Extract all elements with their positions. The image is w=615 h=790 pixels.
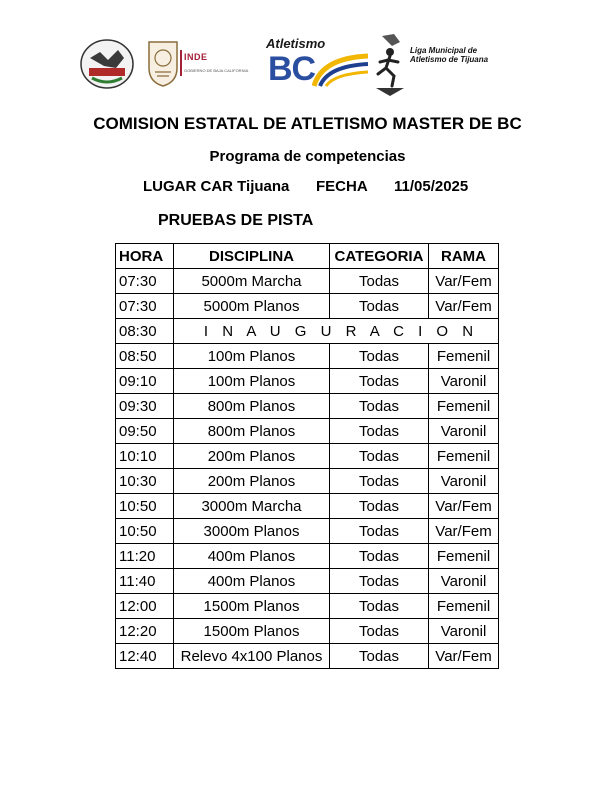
- table-row: [116, 644, 499, 669]
- table-row: [116, 594, 499, 619]
- atletismo-word: Atletismo: [266, 36, 326, 51]
- inde-subtitle: GOBIERNO DE BAJA CALIFORNIA: [184, 68, 249, 73]
- table-row: [116, 469, 499, 494]
- cell-categoria: Todas: [330, 569, 429, 594]
- table-row: [116, 369, 499, 394]
- table-row: [116, 619, 499, 644]
- cell-disciplina: 5000m Marcha: [174, 269, 330, 294]
- cell-categoria: Todas: [330, 269, 429, 294]
- cell-categoria: Todas: [330, 544, 429, 569]
- cell-categoria: Todas: [330, 519, 429, 544]
- club-emblem-logo: [78, 38, 136, 90]
- header-categoria: CATEGORIA: [330, 244, 429, 269]
- table-row: [116, 544, 499, 569]
- cell-rama: Varonil: [429, 619, 499, 644]
- inde-logo: [180, 50, 260, 80]
- date-label: FECHA: [316, 178, 368, 195]
- cell-rama: Femenil: [429, 594, 499, 619]
- cell-hora: 07:30: [116, 294, 174, 319]
- page-subtitle: Programa de competencias: [209, 148, 406, 165]
- cell-hora: 09:10: [116, 369, 174, 394]
- cell-categoria: Todas: [330, 394, 429, 419]
- cell-categoria: Todas: [330, 344, 429, 369]
- cell-categoria: Todas: [330, 469, 429, 494]
- cell-disciplina: 5000m Planos: [174, 294, 330, 319]
- liga-municipal-logo: [372, 32, 492, 98]
- cell-rama: Varonil: [429, 469, 499, 494]
- table-row: [116, 419, 499, 444]
- cell-rama: Femenil: [429, 394, 499, 419]
- cell-categoria: Todas: [330, 444, 429, 469]
- cell-disciplina: 100m Planos: [174, 369, 330, 394]
- cell-hora: 12:00: [116, 594, 174, 619]
- cell-hora: 10:10: [116, 444, 174, 469]
- page-title: COMISION ESTATAL DE ATLETISMO MASTER DE BC: [93, 114, 522, 133]
- cell-disciplina: 1500m Planos: [174, 594, 330, 619]
- table-header-row: [116, 244, 499, 269]
- cell-hora: 12:20: [116, 619, 174, 644]
- table-row: [116, 569, 499, 594]
- schedule-table: [115, 243, 499, 669]
- runner-icon: [372, 32, 408, 98]
- cell-disciplina: 200m Planos: [174, 469, 330, 494]
- cell-disciplina: 200m Planos: [174, 444, 330, 469]
- cell-hora: 10:50: [116, 494, 174, 519]
- header-hora: HORA: [116, 244, 174, 269]
- table-row-inauguracion: [116, 319, 499, 344]
- inde-title: INDE: [184, 52, 208, 62]
- cell-disciplina: 1500m Planos: [174, 619, 330, 644]
- cell-rama: Var/Fem: [429, 494, 499, 519]
- section-title: PRUEBAS DE PISTA: [158, 212, 314, 229]
- cell-rama: Varonil: [429, 369, 499, 394]
- track-swoosh-icon: [312, 52, 370, 88]
- cell-rama: Var/Fem: [429, 519, 499, 544]
- cell-hora: 11:40: [116, 569, 174, 594]
- cell-rama: Var/Fem: [429, 269, 499, 294]
- liga-text: Liga Municipal de Atletismo de Tijuana: [410, 46, 489, 64]
- table-row: [116, 394, 499, 419]
- cell-hora: 11:20: [116, 544, 174, 569]
- date-value: 11/05/2025: [394, 178, 469, 195]
- logo-strip: [0, 30, 615, 100]
- table-row: [116, 444, 499, 469]
- bc-letters: BC: [268, 50, 316, 88]
- cell-hora: 08:50: [116, 344, 174, 369]
- cell-disciplina: 800m Planos: [174, 419, 330, 444]
- cell-rama: Var/Fem: [429, 294, 499, 319]
- cell-hora: 12:40: [116, 644, 174, 669]
- cell-disciplina: 400m Planos: [174, 544, 330, 569]
- cell-hora: 10:30: [116, 469, 174, 494]
- cell-disciplina: 800m Planos: [174, 394, 330, 419]
- cell-rama: Var/Fem: [429, 644, 499, 669]
- cell-disciplina: 3000m Planos: [174, 519, 330, 544]
- table-row: [116, 519, 499, 544]
- cell-inauguracion: I N A U G U R A C I O N: [174, 319, 499, 344]
- cell-hora: 09:50: [116, 419, 174, 444]
- cell-rama: Femenil: [429, 444, 499, 469]
- atletismo-bc-logo: [262, 36, 372, 94]
- table-row: [116, 494, 499, 519]
- cell-categoria: Todas: [330, 369, 429, 394]
- cell-categoria: Todas: [330, 294, 429, 319]
- cell-rama: Varonil: [429, 419, 499, 444]
- cell-hora: 07:30: [116, 269, 174, 294]
- cell-categoria: Todas: [330, 619, 429, 644]
- table-row: [116, 344, 499, 369]
- cell-rama: Varonil: [429, 569, 499, 594]
- cell-disciplina: 400m Planos: [174, 569, 330, 594]
- inde-accent-bar: [180, 50, 182, 76]
- cell-rama: Femenil: [429, 544, 499, 569]
- cell-categoria: Todas: [330, 419, 429, 444]
- cell-hora: 08:30: [116, 319, 174, 344]
- state-seal-logo: [145, 38, 181, 88]
- cell-hora: 10:50: [116, 519, 174, 544]
- header-rama: RAMA: [429, 244, 499, 269]
- table-row: [116, 294, 499, 319]
- cell-categoria: Todas: [330, 594, 429, 619]
- venue-label: LUGAR CAR Tijuana: [143, 178, 290, 195]
- table-row: [116, 269, 499, 294]
- cell-disciplina: 100m Planos: [174, 344, 330, 369]
- cell-categoria: Todas: [330, 494, 429, 519]
- cell-hora: 09:30: [116, 394, 174, 419]
- cell-disciplina: 3000m Marcha: [174, 494, 330, 519]
- header-disciplina: DISCIPLINA: [174, 244, 330, 269]
- cell-rama: Femenil: [429, 344, 499, 369]
- cell-disciplina: Relevo 4x100 Planos: [174, 644, 330, 669]
- cell-categoria: Todas: [330, 644, 429, 669]
